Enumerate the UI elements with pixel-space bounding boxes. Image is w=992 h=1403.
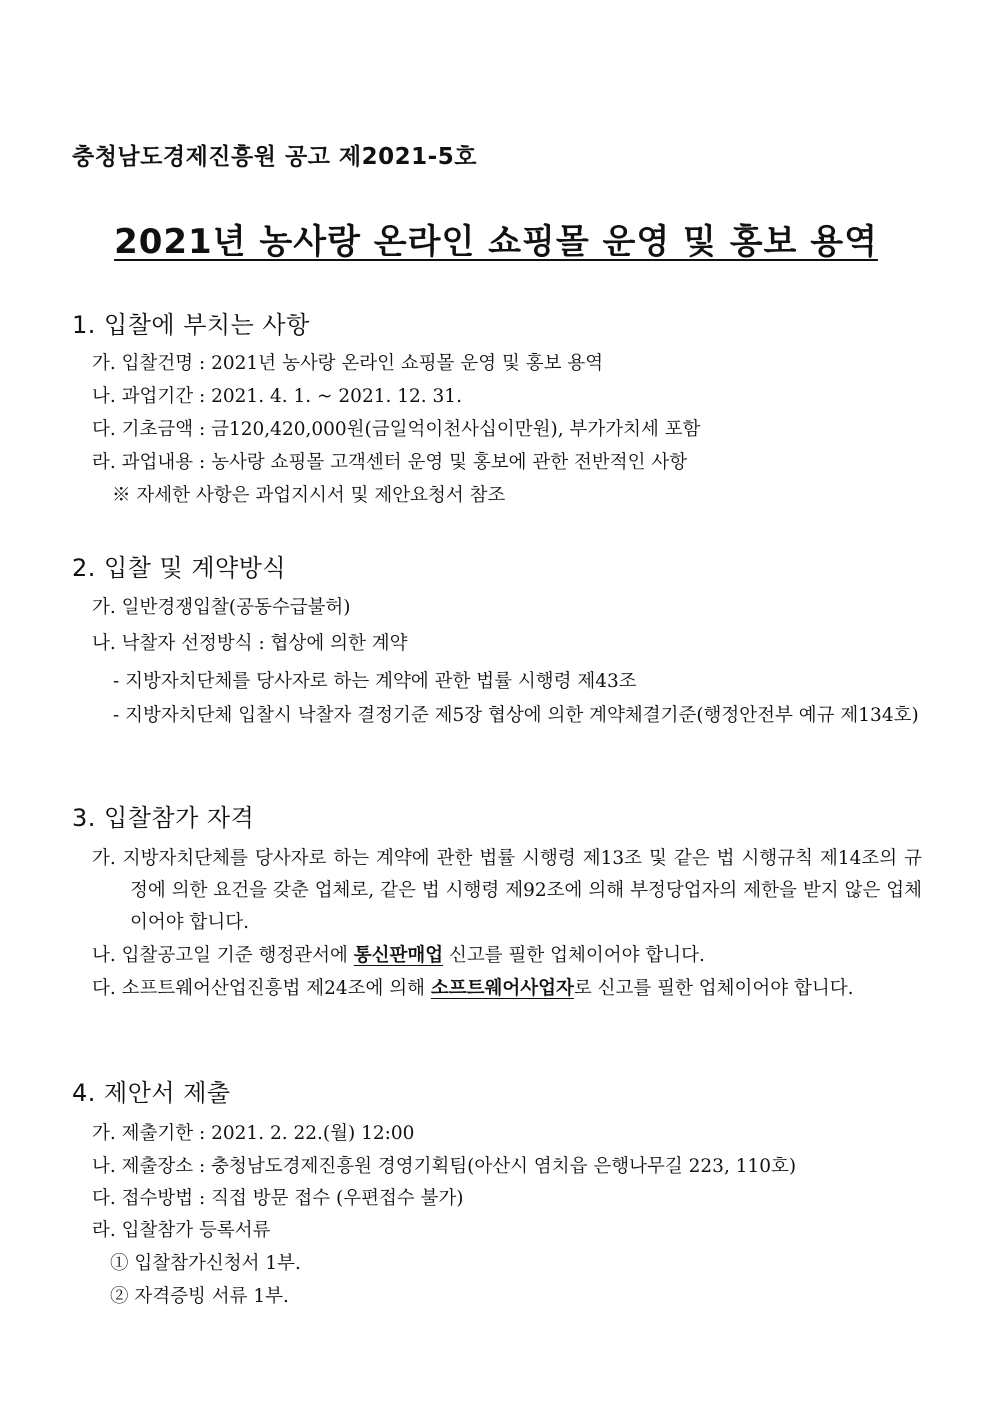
s1-item-da: 다. 기초금액 : 금120,420,000원(금일억이천사십이만원), 부가가치세 포함 — [92, 419, 701, 440]
section-4-heading: 4. 제안서 제출 — [72, 1079, 231, 1107]
s2-dash-1: - 지방자치단체를 당사자로 하는 계약에 관한 법률 시행령 제43조 — [113, 671, 637, 692]
s3-item-ga: 가. 지방자치단체를 당사자로 하는 계약에 관한 법률 시행령 제13조 및 같은 법 시행규칙 제14조의 규정에 의한 요건을 갖춘 업체로, 같은 법 시행령 제92조에 의해 부정당업자의 제한을 받지 않은 업체이어야 합니다. — [92, 848, 922, 933]
s3-item-da-pre: 다. 소프트웨어산업진흥법 제24조에 의해 — [92, 978, 431, 999]
s2-item-ga: 가. 일반경쟁입찰(공동수급불허) — [92, 597, 351, 618]
s4-doc-1: ① 입찰참가신청서 1부. — [110, 1253, 301, 1274]
s3-item-da-emph: 소프트웨어사업자 — [430, 978, 574, 999]
document-title — [0, 214, 992, 263]
s1-item-ra: 라. 과업내용 : 농사랑 쇼핑몰 고객센터 운영 및 홍보에 관한 전반적인 사항 — [92, 452, 688, 473]
s1-note: ※ 자세한 사항은 과업지시서 및 제안요청서 참조 — [112, 485, 506, 506]
s1-item-ga: 가. 입찰건명 : 2021년 농사랑 온라인 쇼핑몰 운영 및 홍보 용역 — [92, 353, 604, 374]
s4-item-ga: 가. 제출기한 : 2021. 2. 22.(월) 12:00 — [92, 1123, 415, 1144]
s4-item-da: 다. 접수방법 : 직접 방문 접수 (우편접수 불가) — [92, 1188, 464, 1209]
s4-doc-2: ② 자격증빙 서류 1부. — [110, 1286, 289, 1307]
s4-item-ra: 라. 입찰참가 등록서류 — [92, 1220, 271, 1241]
s4-item-na: 나. 제출장소 : 충청남도경제진흥원 경영기획팀(아산시 염치읍 은행나무길 223, 110호) — [92, 1156, 797, 1177]
section-3-heading: 3. 입찰참가 자격 — [72, 804, 255, 832]
s3-item-da-post: 로 신고를 필한 업체이어야 합니다. — [573, 978, 854, 999]
section-1-heading: 1. 입찰에 부치는 사항 — [72, 311, 310, 339]
s3-item-na-emph: 통신판매업 — [353, 945, 444, 966]
section-2-heading: 2. 입찰 및 계약방식 — [72, 554, 287, 582]
s2-dash-2: - 지방자치단체 입찰시 낙찰자 결정기준 제5장 협상에 의한 계약체결기준(행정안전부 예규 제134호) — [113, 705, 919, 726]
s3-item-na-post: 신고를 필한 업체이어야 합니다. — [443, 945, 705, 966]
s3-item-da — [92, 973, 922, 1005]
s1-item-na: 나. 과업기간 : 2021. 4. 1. ~ 2021. 12. 31. — [92, 386, 462, 407]
s3-item-na-pre: 나. 입찰공고일 기준 행정관서에 — [92, 945, 354, 966]
s2-item-na: 나. 낙찰자 선정방식 : 협상에 의한 계약 — [92, 633, 408, 654]
s3-item-na — [92, 940, 922, 972]
document-title-text: 2021년 농사랑 온라인 쇼핑몰 운영 및 홍보 용역 — [114, 222, 878, 262]
notice-number: 충청남도경제진흥원 공고 제2021-5호 — [72, 144, 477, 170]
